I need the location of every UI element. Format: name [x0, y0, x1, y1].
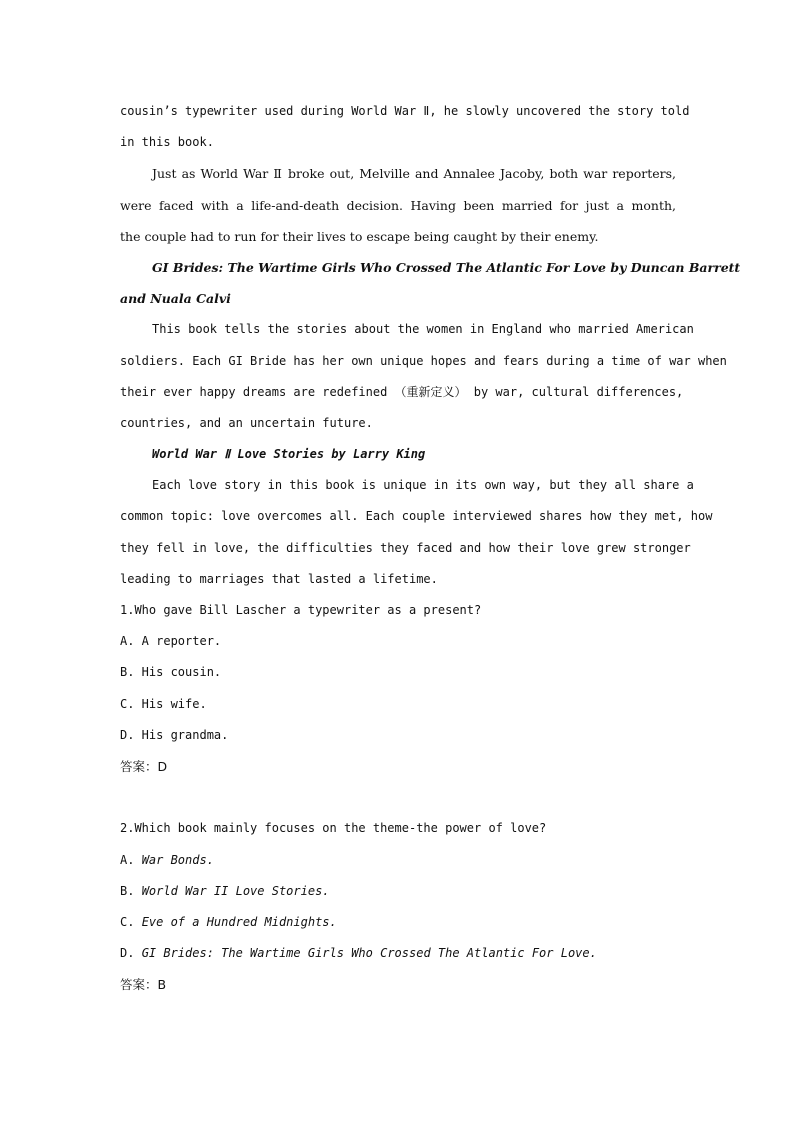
passage-line: Each love story in this book is unique in its own way, but they all share a	[152, 478, 694, 493]
passage-line: leading to marriages that lasted a lifetime.	[120, 571, 438, 586]
option-book-title: Eve of a Hundred Midnights.	[141, 914, 337, 929]
option-book-title: War Bonds.	[141, 852, 214, 867]
book-title: World War Ⅱ Love Stories by Larry King	[152, 447, 426, 462]
answer-option: C. His wife.	[120, 696, 207, 711]
answer-option: A. A reporter.	[120, 634, 222, 649]
passage-line: cousin’s typewriter used during World War Ⅱ, he slowly uncovered the story told	[120, 104, 690, 118]
passage-line: their ever happy dreams are redefined （重新定义） by war, cultural differences,	[120, 384, 684, 399]
passage-line: common topic: love overcomes all. Each couple interviewed shares how they met, how	[120, 509, 713, 524]
passage-line: they fell in love, the difficulties they faced and how their love grew stronger	[120, 540, 691, 555]
passage-line: This book tells the stories about the women in England who married American	[152, 322, 694, 337]
option-book-title: GI Brides: The Wartime Girls Who Crossed The Atlantic For Love.	[141, 946, 597, 961]
passage-line: the couple had to run for their lives to escape being caught by their enemy.	[120, 228, 599, 244]
option-letter: C.	[120, 914, 135, 929]
passage-line: Just as World War Ⅱ broke out, Melville and Annalee Jacoby, both war reporters,	[152, 166, 676, 182]
passage-line: countries, and an uncertain future.	[120, 415, 373, 430]
answer-option	[120, 907, 676, 938]
question-stem: 1.Who gave Bill Lascher a typewriter as a present?	[120, 603, 482, 617]
answer-key: 答案：D	[120, 758, 168, 774]
book-title: GI Brides: The Wartime Girls Who Crossed The Atlantic For Love by Duncan Barrett	[152, 259, 741, 275]
option-letter: B.	[120, 883, 135, 898]
option-letter: A.	[120, 852, 135, 867]
passage-line: soldiers. Each GI Bride has her own unique hopes and fears during a time of war when	[120, 353, 727, 368]
answer-option	[120, 845, 676, 876]
passage-line: were faced with a life-and-death decision. Having been married for just a month,	[120, 197, 676, 213]
document-page	[120, 96, 741, 1000]
answer-option: D. His grandma.	[120, 727, 229, 742]
passage-line: in this book.	[120, 135, 214, 150]
option-book-title: World War II Love Stories.	[141, 883, 330, 898]
answer-option	[120, 938, 676, 969]
answer-key: 答案：B	[120, 977, 167, 993]
question-stem: 2.Which book mainly focuses on the theme-the power of love?	[120, 821, 547, 836]
answer-option	[120, 876, 676, 907]
book-title: and Nuala Calvi	[120, 291, 231, 307]
spacer	[120, 782, 676, 813]
answer-option: B. His cousin.	[120, 665, 222, 680]
option-letter: D.	[120, 946, 135, 961]
